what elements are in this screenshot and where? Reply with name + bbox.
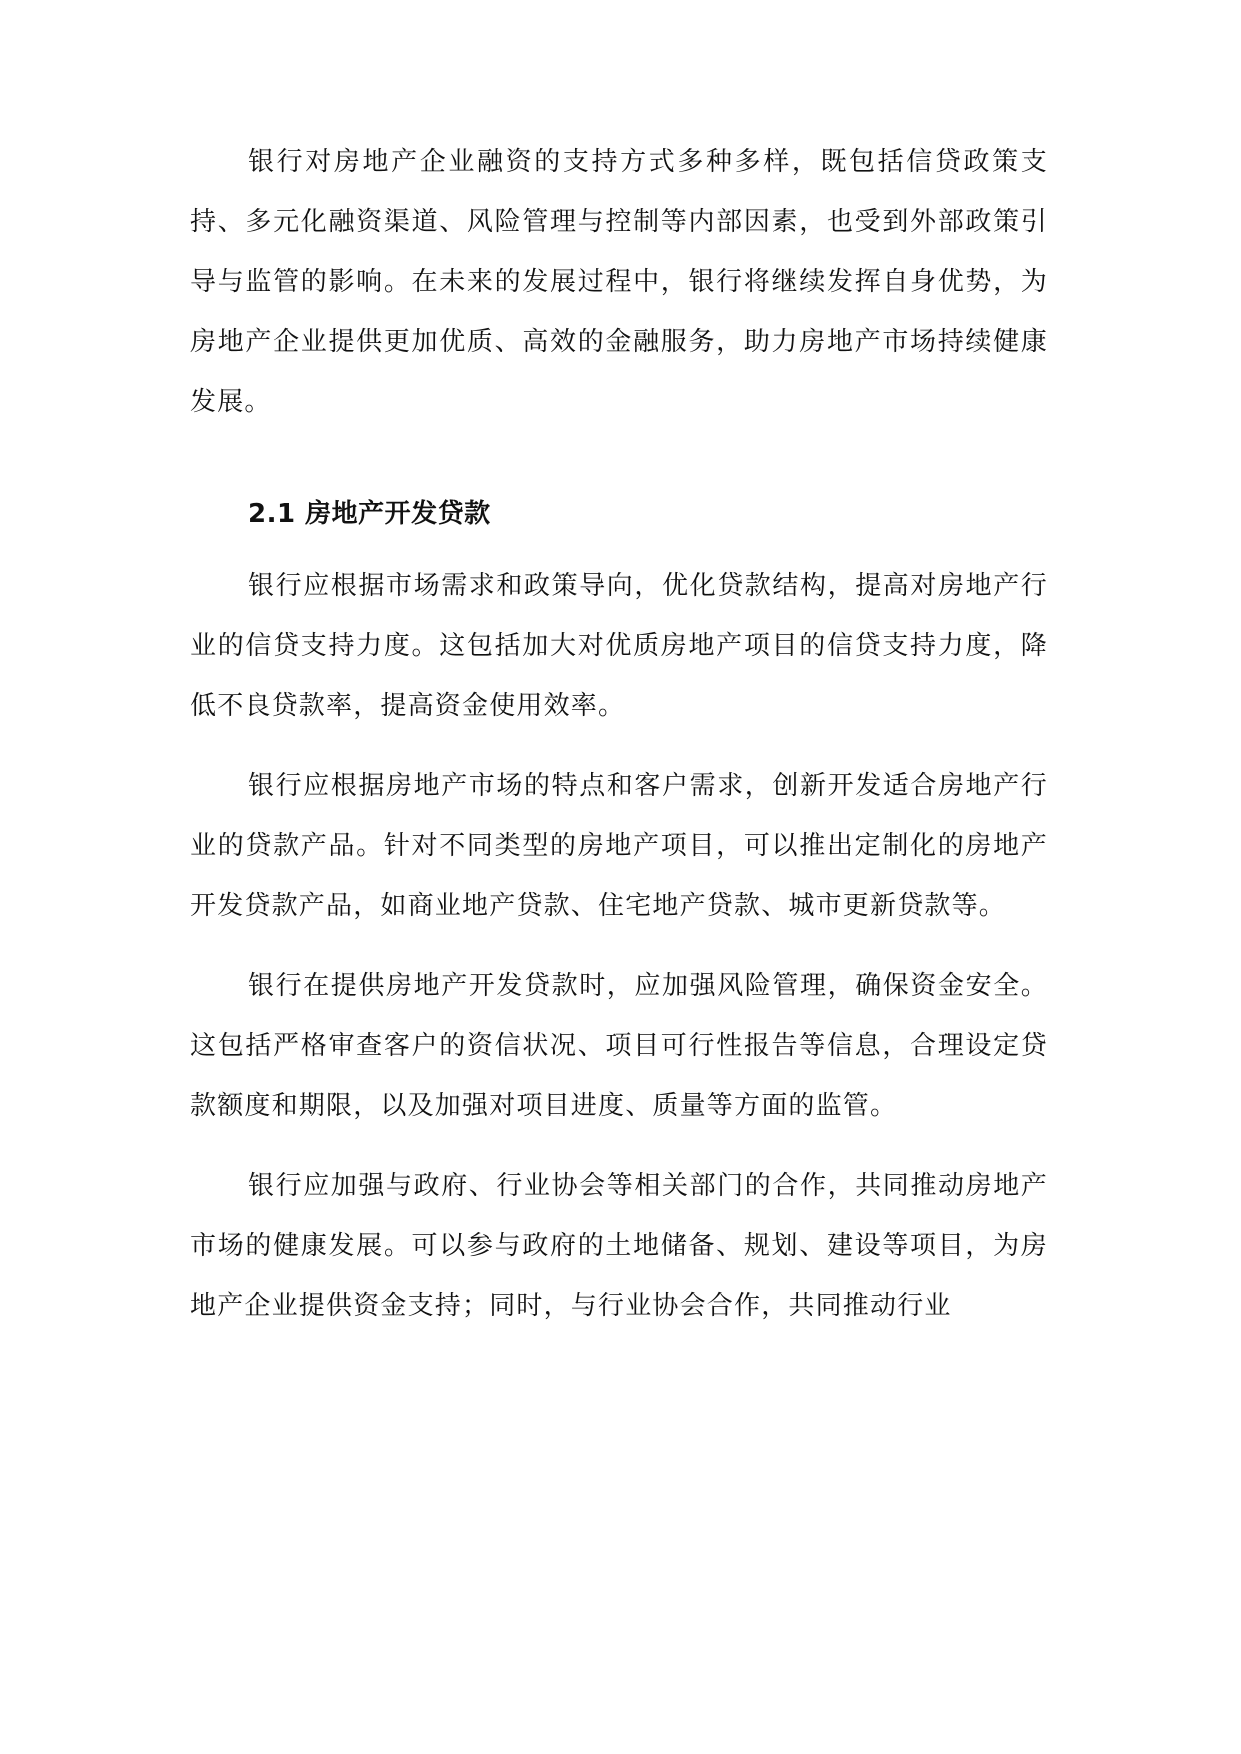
section-heading: 2.1 房地产开发贷款: [248, 499, 491, 529]
intro-paragraph: 银行对房地产企业融资的支持方式多种多样，既包括信贷政策支持、多元化融资渠道、风险管理与控制等内部因素，也受到外部政策引导与监管的影响。在未来的发展过程中，银行将继续发挥自身优势，为房地产企业提供更加优质、高效的金融服务，助力房地产市场持续健康发展。: [190, 147, 1048, 417]
body-paragraph: 银行应加强与政府、行业协会等相关部门的合作，共同推动房地产市场的健康发展。可以参与政府的土地储备、规划、建设等项目，为房地产企业提供资金支持；同时，与行业协会合作，共同推动行业: [190, 1171, 1048, 1321]
body-paragraph: 银行应根据市场需求和政策导向，优化贷款结构，提高对房地产行业的信贷支持力度。这包括加大对优质房地产项目的信贷支持力度，降低不良贷款率，提高资金使用效率。: [190, 571, 1048, 721]
body-paragraph: 银行应根据房地产市场的特点和客户需求，创新开发适合房地产行业的贷款产品。针对不同类型的房地产项目，可以推出定制化的房地产开发贷款产品，如商业地产贷款、住宅地产贷款、城市更新贷款等。: [190, 771, 1048, 921]
document-body: [190, 132, 1048, 1336]
body-paragraph: 银行在提供房地产开发贷款时，应加强风险管理，确保资金安全。这包括严格审查客户的资信状况、项目可行性报告等信息，合理设定贷款额度和期限，以及加强对项目进度、质量等方面的监管。: [190, 971, 1048, 1121]
